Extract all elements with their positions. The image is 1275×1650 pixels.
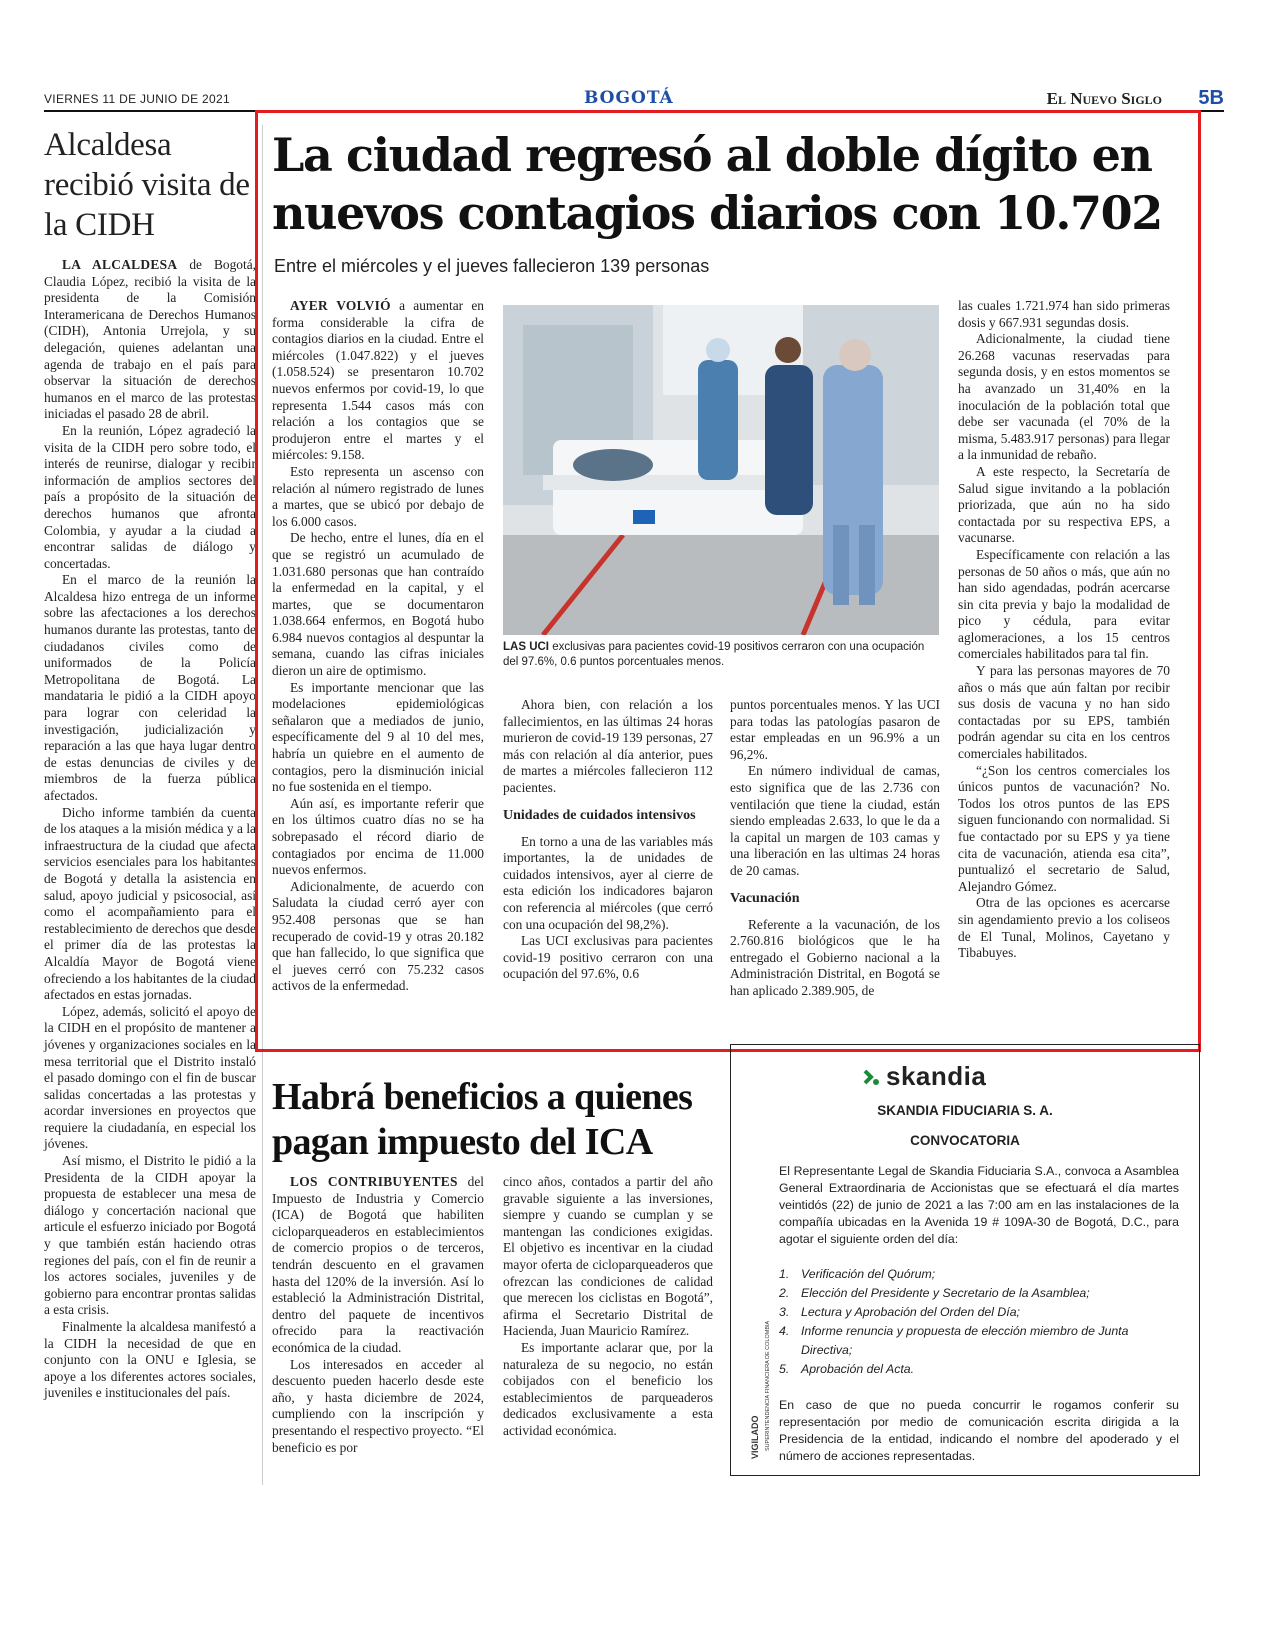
main-paragraph: Adicionalmente, de acuerdo con Saludata la ciudad cerró ayer con 952.408 personas que se han recuperado de covid-19 y otras 20.182 que han fallecido, lo que significa que el jueves cerró con 75.232 casos activos de la enfermedad. [272,878,484,994]
main-paragraph: AYER VOLVIÓ a aumentar en forma considerable la cifra de contagios diarios en la ciudad. Entre el miércoles (1.047.822) y el jueves (1.058.524) se presentaron 10.702 nuevos enfermos por covid-19, lo que representa 1.544 casos más con relación a los contagios que se produjeron entre el martes y el miércoles: 9.158. [272,298,484,463]
sidebar-article [44,125,256,1402]
main-headline: La ciudad regresó al doble dígito en nuevos contagios diarios con 10.702 [272,128,1162,240]
main-paragraph: Ahora bien, con relación a los fallecimientos, en las últimas 24 horas murieron de covid-19 139 personas, 27 más con relación al día anterior, pues de martes a miércoles fallecieron 112 pacientes. [503,697,713,795]
subhead-uci: Unidades de cuidados intensivos [503,807,696,823]
agenda-item: 1. Verificación del Quórum; [779,1267,936,1281]
ad-title: CONVOCATORIA [910,1133,1020,1148]
main-paragraph: Otra de las opciones es acercarse sin agendamiento previo a los coliseos de El Tunal, Molinos, Cayetano y Tibabuyes. [958,895,1170,961]
superintendencia-text: SUPERINTENDENCIA FINANCIERA DE COLOMBIA [765,1320,771,1451]
second-paragraph: LOS CONTRIBUYENTES del Impuesto de Industria y Comercio (ICA) de Bogotá que habiliten cicloparqueaderos en establecimientos de comercio propios o de terceros, tendrán descuento en el gravamen hasta del 120% de la inversión. Así lo estableció la Administración Distrital, dentro del paquete de incentivos ofrecido para la reactivación económica de la ciudad. [272,1174,484,1355]
vigilado-seal [745,1311,775,1461]
second-column-1 [272,1174,484,1456]
main-paragraph: Y para las personas mayores de 70 años o más que aún faltan por recibir sus dosis de vacuna y no han sido contactadas por su EPS, también podrán agendar su cita en los centros comerciales habilitados. [958,663,1170,762]
skandia-logo-text: skandia [886,1061,987,1091]
main-paragraph: puntos porcentuales menos. Y las UCI para todas las patologías pasaron de estar empleadas en un 96.9% a un 96,2%. [730,697,940,762]
caption-lead: LAS UCI [503,641,549,653]
sidebar-paragraph: López, además, solicitó el apoyo de la CIDH en el propósito de mantener a jóvenes y organizaciones sociales en la mesa territorial que el Distrito instaló el pasado domingo con el fin de buscar salidas concertadas a las protestas y acordar inversiones en proyectos que requiere la ciudadanía, en especial los jóvenes. [44,1003,256,1152]
main-paragraph: En torno a una de las variables más importantes, la de unidades de cuidados intensivos, ayer al cierre de esta edición los indicadores bajaron con referencia al miércoles (que cerró con una ocupación del 98,2%). [503,833,713,932]
sidebar-paragraph: En la reunión, López agradeció la visita de la CIDH pero sobre todo, el interés de reunirse, dialogar y recibir información de amplios sectores del país a propósito de la situación de derechos humanos que afronta Colombia, y ayudar a la ciudad a encontrar salidas de diálogo y concertadas. [44,422,256,571]
page-number: 5B [1198,87,1224,109]
main-paragraph: las cuales 1.721.974 han sido primeras dosis y 667.931 segundas dosis. [958,298,1170,330]
sidebar-lead-caps: LA ALCALDESA [62,257,178,272]
second-paragraph: cinco años, contados a partir del año gravable siguiente a las inversiones, siempre y cuando se cumplan y se mantengan las condiciones exigidas. El objetivo es incentivar en la ciudad mayor oferta de cicloparqueaderos que ofrezcan las condiciones de calidad que merecen los ciclistas en Bogotá”, afirma el Secretario Distrital de Hacienda, Juan Mauricio Ramírez. [503,1174,713,1339]
agenda-list [779,1265,1179,1379]
sidebar-paragraph: Dicho informe también da cuenta de los ataques a la misión médica y a la infraestructura de la ciudad que afecta servicios esenciales para los habitantes de Bogotá y detalla la asistencia en salud, apoyo judicial y psicosocial, así como el acompañamiento para el restablecimiento de derechos que desde el primer día de las protestas la Alcaldía Mayor de Bogotá viene ofreciendo a los habitantes de la ciudad afectados en estas jornadas. [44,804,256,1003]
second-column-2 [503,1174,713,1440]
sidebar-paragraph: Así mismo, el Distrito le pidió a la Presidenta de la CIDH apoyar la propuesta de establecer una mesa de diálogo y concertación nacional que articule el esfuerzo iniciado por Bogotá y que también están haciendo otras regiones del país, con el fin de reunir a los actores sociales, juveniles y de gobierno para encontrar prontas salidas a esta crisis. [44,1153,256,1318]
photo-caption: LAS UCI exclusivas para pacientes covid-19 positivos cerraron con una ocupación del 97.6%, 0.6 puntos porcentuales menos. [503,641,925,668]
newspaper-brand: El Nuevo Siglo [1046,89,1162,108]
main-paragraph: Adicionalmente, la ciudad tiene 26.268 vacunas reservadas para segunda dosis, y en estos momentos se ha avanzado un 31,40% en la inoculación de la población total que debe ser vacunada (el 70% de la misma, 5.483.917 personas) para llegar a la inmunidad de rebaño. [958,331,1170,463]
main-paragraph: Esto representa un ascenso con relación al número registrado de lunes a martes, que se ubicó por debajo de los 6.000 casos. [272,463,484,529]
vigilado-text: VIGILADO [750,1415,760,1459]
second-headline: Habrá beneficios a quienes pagan impuesto del ICA [272,1076,693,1163]
sidebar-paragraph: En el marco de la reunión la Alcaldesa hizo entrega de un informe sobre las afectaciones a los derechos humanos durante las protestas, tanto de ciudadanos civiles como de uniformados de la Policía Metropolitana de Bogotá. La mandataria le pidió a la CIDH apoyo para lograr con celeridad la investigación, judicialización y reparación a las que haya lugar dentro de estas denuncias de civiles y de miembros de la fuerza pública afectados. [44,572,256,803]
second-paragraph: Los interesados en acceder al descuento pueden hacerlo desde este año, y hasta diciembre de 2024, cumpliendo con la inscripción y presentando el respectivo proyecto. “El beneficio es por [272,1356,484,1455]
skandia-logo-icon [861,1067,881,1087]
main-paragraph: En número individual de camas, esto significa que de las 2.736 con ventilación que tiene la ciudad, están siendo empleadas 2.633, lo que le da a la capital un margen de 103 camas y una liberación en las ultimas 24 horas de 20 camas. [730,763,940,878]
main-paragraph: Específicamente con relación a las personas de 50 años o más, que aún no han sido agendadas, podrán acercarse sin cita previa y bajo la modalidad de pico y cédula, para evitar aglomeraciones, a los 15 centros comerciales habilitados para tal fin. [958,546,1170,662]
sidebar-paragraph: Finalmente la alcaldesa manifestó a la CIDH la necesidad de que en conjunto con la ONU e Iglesia, se apoye a los diferentes actores sociales, juveniles e institucionales del país. [44,1319,256,1401]
second-lead-caps: LOS CONTRIBUYENTES [290,1174,458,1189]
agenda-item: 5. Aprobación del Acta. [779,1362,915,1376]
main-column-2 [503,697,713,983]
skandia-notice [730,1044,1200,1476]
icu-photo [503,305,939,635]
agenda-item: 3. Lectura y Aprobación del Orden del Día; [779,1305,1020,1319]
main-lead-caps: AYER VOLVIÓ [290,298,391,313]
main-paragraph: A este respecto, la Secretaría de Salud sigue invitando a la población priorizada, que aún no ha sido contactada por su respectiva EPS, a vacunarse. [958,463,1170,546]
main-column-4 [958,298,1170,962]
second-paragraph: Es importante aclarar que, por la naturaleza de su negocio, no están cobijados con el beneficio los establecimientos de parqueaderos dedicados exclusivamente a esta actividad económica. [503,1339,713,1438]
ad-body: El Representante Legal de Skandia Fiduciaria S.A., convoca a Asamblea General Extraordinaria de Accionistas que se efectuará el día martes veintidós (22) de junio de 2021 a las 7:00 am en las instalaciones de la compañía ubicadas en la Avenida 19 # 109A-30 de Bogotá, D.C., para agotar el siguiente orden del día: [779,1164,1179,1246]
main-paragraph: Las UCI exclusivas para pacientes covid-19 positivo cerraron con una ocupación del 97.6%, 0.6 [503,933,713,982]
agenda-item: 2. Elección del Presidente y Secretario de la Asamblea; [779,1286,1090,1300]
section-name: BOGOTÁ [584,88,674,108]
issue-date: VIERNES 11 DE JUNIO DE 2021 [44,92,230,106]
main-paragraph: Referente a la vacunación, de los 2.760.816 biológicos que le ha entregado el Gobierno nacional a la Administración Distrital, en Bogotá se han aplicado 2.389.905, de [730,916,940,998]
main-column-1 [272,298,484,995]
main-subheadline: Entre el miércoles y el jueves fallecieron 139 personas [274,256,710,276]
ad-company-name: SKANDIA FIDUCIARIA S. A. [877,1103,1053,1118]
main-paragraph: Es importante mencionar que las modelaciones epidemiológicas señalaron que a mediados de junio, específicamente del 9 al 10 del mes, habría un quiebre en el aumento de contagios, pero la disminución inicial no fue sostenida en el tiempo. [272,679,484,795]
main-paragraph: De hecho, entre el lunes, día en el que se registró un acumulado de 1.031.680 personas que han contraído la enfermedad en la capital, y el martes, que se documentaron 1.038.664 enfermos, en Bogotá hubo 6.984 nuevos contagios al despuntar la semana, cuando las cifras iniciales dieron un aire de optimismo. [272,530,484,679]
subhead-vacunacion: Vacunación [730,890,800,906]
sidebar-headline: Alcaldesa recibió visita de la CIDH [44,127,250,243]
main-paragraph: “¿Son los centros comerciales los únicos puntos de vacunación? No. Todos los otros puntos de las EPS siguen funcionando con normalidad. Si fue contactado por su EPS y ya tiene cita de vacunación, atienda esa cita”, puntualizó el secretario de Salud, Alejandro Gómez. [958,762,1170,894]
icu-photo-illustration [503,305,939,635]
main-column-3 [730,697,940,1000]
ad-closing: En caso de que no pueda concurrir le rogamos conferir su representación por medio de comunicación escrita dirigida a la Presidencia de la entidad, indicando el nombre del apoderado y el número de acciones representadas. [779,1398,1179,1463]
agenda-item: 4. Informe renuncia y propuesta de elección miembro de Junta Directiva; [779,1324,1129,1357]
page-header [44,87,1224,112]
sidebar-paragraph: LA ALCALDESA de Bogotá, Claudia López, recibió la visita de la presidenta de la Comisión Interamericana de Derechos Humanos (CIDH), Antonia Urrejola, y su delegación, quienes adelantan una agenda de trabajo en el país para observar la situación de derechos humanos en el marco de las protestas iniciadas el pasado 28 de abril. [44,257,256,422]
main-paragraph: Aún así, es importante referir que en los últimos cuatro días no se ha sobrepasado el récord diario de contagiados por encima de 11.000 nuevos enfermos. [272,795,484,878]
